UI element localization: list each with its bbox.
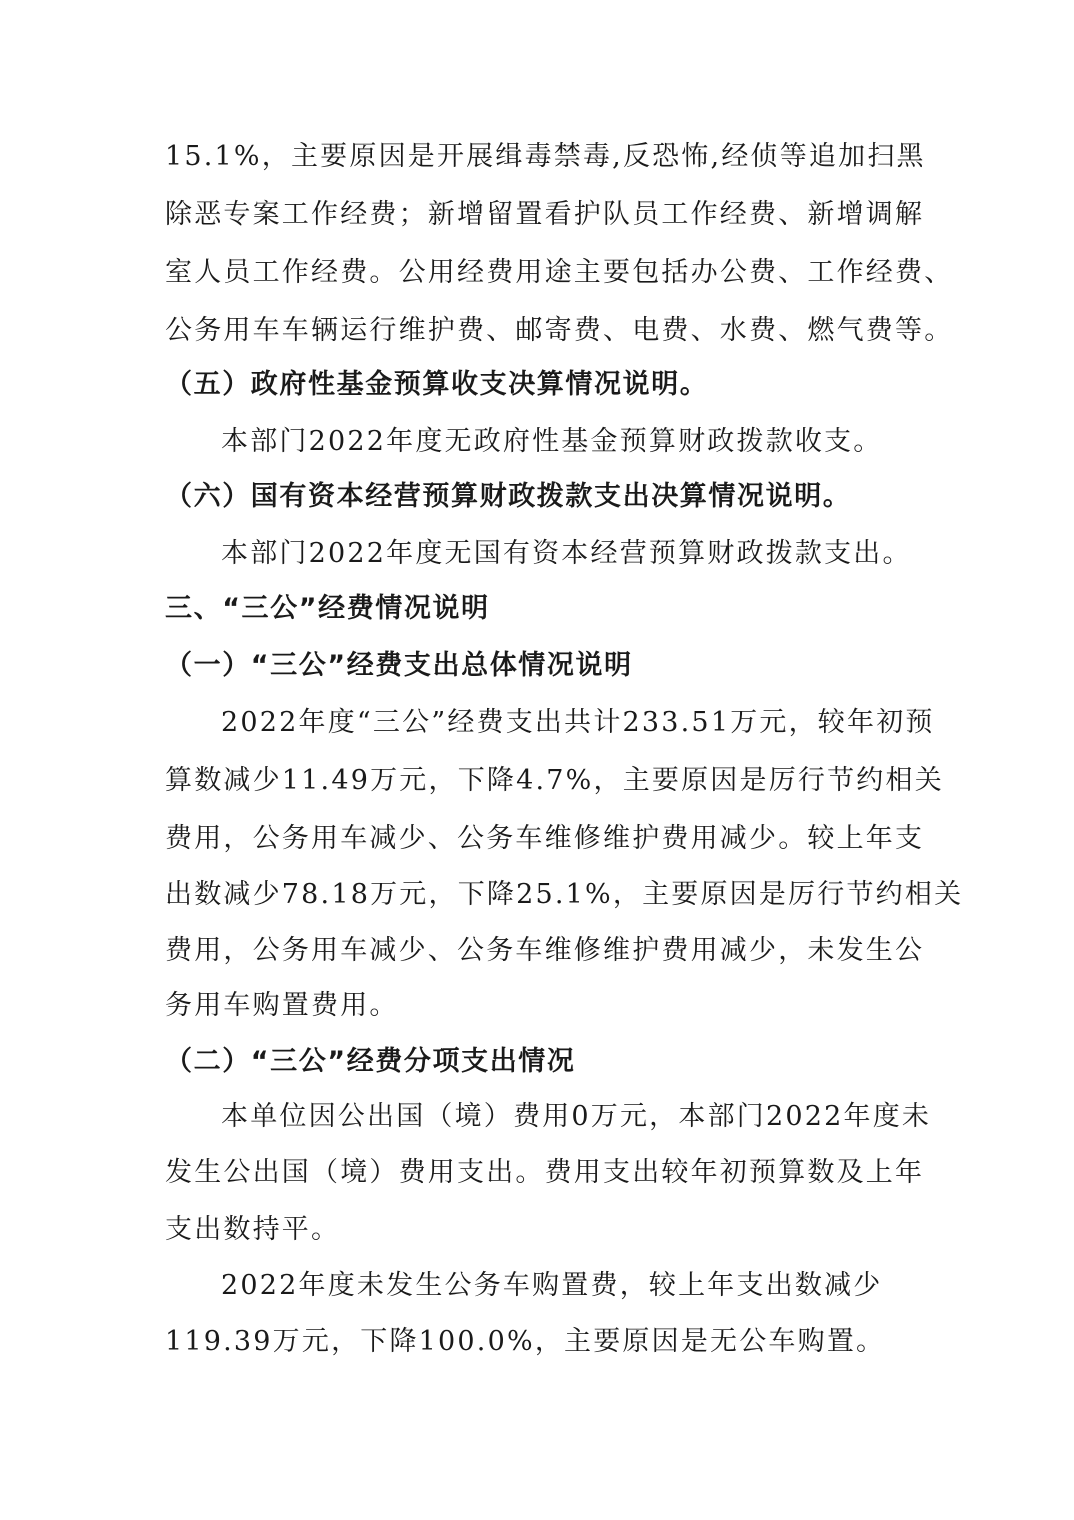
subsection-heading-one: （一）“三公”经费支出总体情况说明 bbox=[165, 650, 633, 681]
body-text-line: 除恶专案工作经费；新增留置看护队员工作经费、新增调解 bbox=[165, 199, 925, 230]
body-text-line: 费用，公务用车减少、公务车维修维护费用减少，未发生公 bbox=[165, 935, 925, 966]
body-text-line: 2022年度未发生公务车购置费，较上年支出数减少 bbox=[221, 1270, 883, 1301]
body-text-line: 发生公出国（境）费用支出。费用支出较年初预算数及上年 bbox=[165, 1157, 925, 1188]
body-text-line: 本单位因公出国（境）费用0万元，本部门2022年度未 bbox=[221, 1101, 932, 1132]
body-text-line: 119.39万元，下降100.0%，主要原因是无公车购置。 bbox=[165, 1326, 886, 1357]
section-heading-six: （六）国有资本经营预算财政拨款支出决算情况说明。 bbox=[165, 481, 852, 512]
chapter-heading-three: 三、“三公”经费情况说明 bbox=[165, 593, 490, 624]
subsection-heading-two: （二）“三公”经费分项支出情况 bbox=[165, 1046, 576, 1077]
body-text-line: 支出数持平。 bbox=[165, 1214, 341, 1245]
body-text-line: 出数减少78.18万元，下降25.1%，主要原因是厉行节约相关 bbox=[165, 879, 964, 910]
body-text-line: 2022年度“三公”经费支出共计233.51万元，较年初预 bbox=[221, 707, 935, 738]
body-text-line: 室人员工作经费。公用经费用途主要包括办公费、工作经费、 bbox=[165, 257, 954, 288]
body-text-line: 本部门2022年度无国有资本经营预算财政拨款支出。 bbox=[221, 538, 912, 569]
body-text-line: 算数减少11.49万元，下降4.7%，主要原因是厉行节约相关 bbox=[165, 765, 944, 796]
body-text-line: 本部门2022年度无政府性基金预算财政拨款收支。 bbox=[221, 426, 883, 457]
body-text-line: 公务用车车辆运行维护费、邮寄费、电费、水费、燃气费等。 bbox=[165, 315, 954, 346]
section-heading-five: （五）政府性基金预算收支决算情况说明。 bbox=[165, 369, 709, 400]
body-text-line: 15.1%，主要原因是开展缉毒禁毒,反恐怖,经侦等追加扫黑 bbox=[165, 141, 926, 172]
body-text-line: 务用车购置费用。 bbox=[165, 990, 399, 1021]
body-text-line: 费用，公务用车减少、公务车维修维护费用减少。较上年支 bbox=[165, 823, 925, 854]
